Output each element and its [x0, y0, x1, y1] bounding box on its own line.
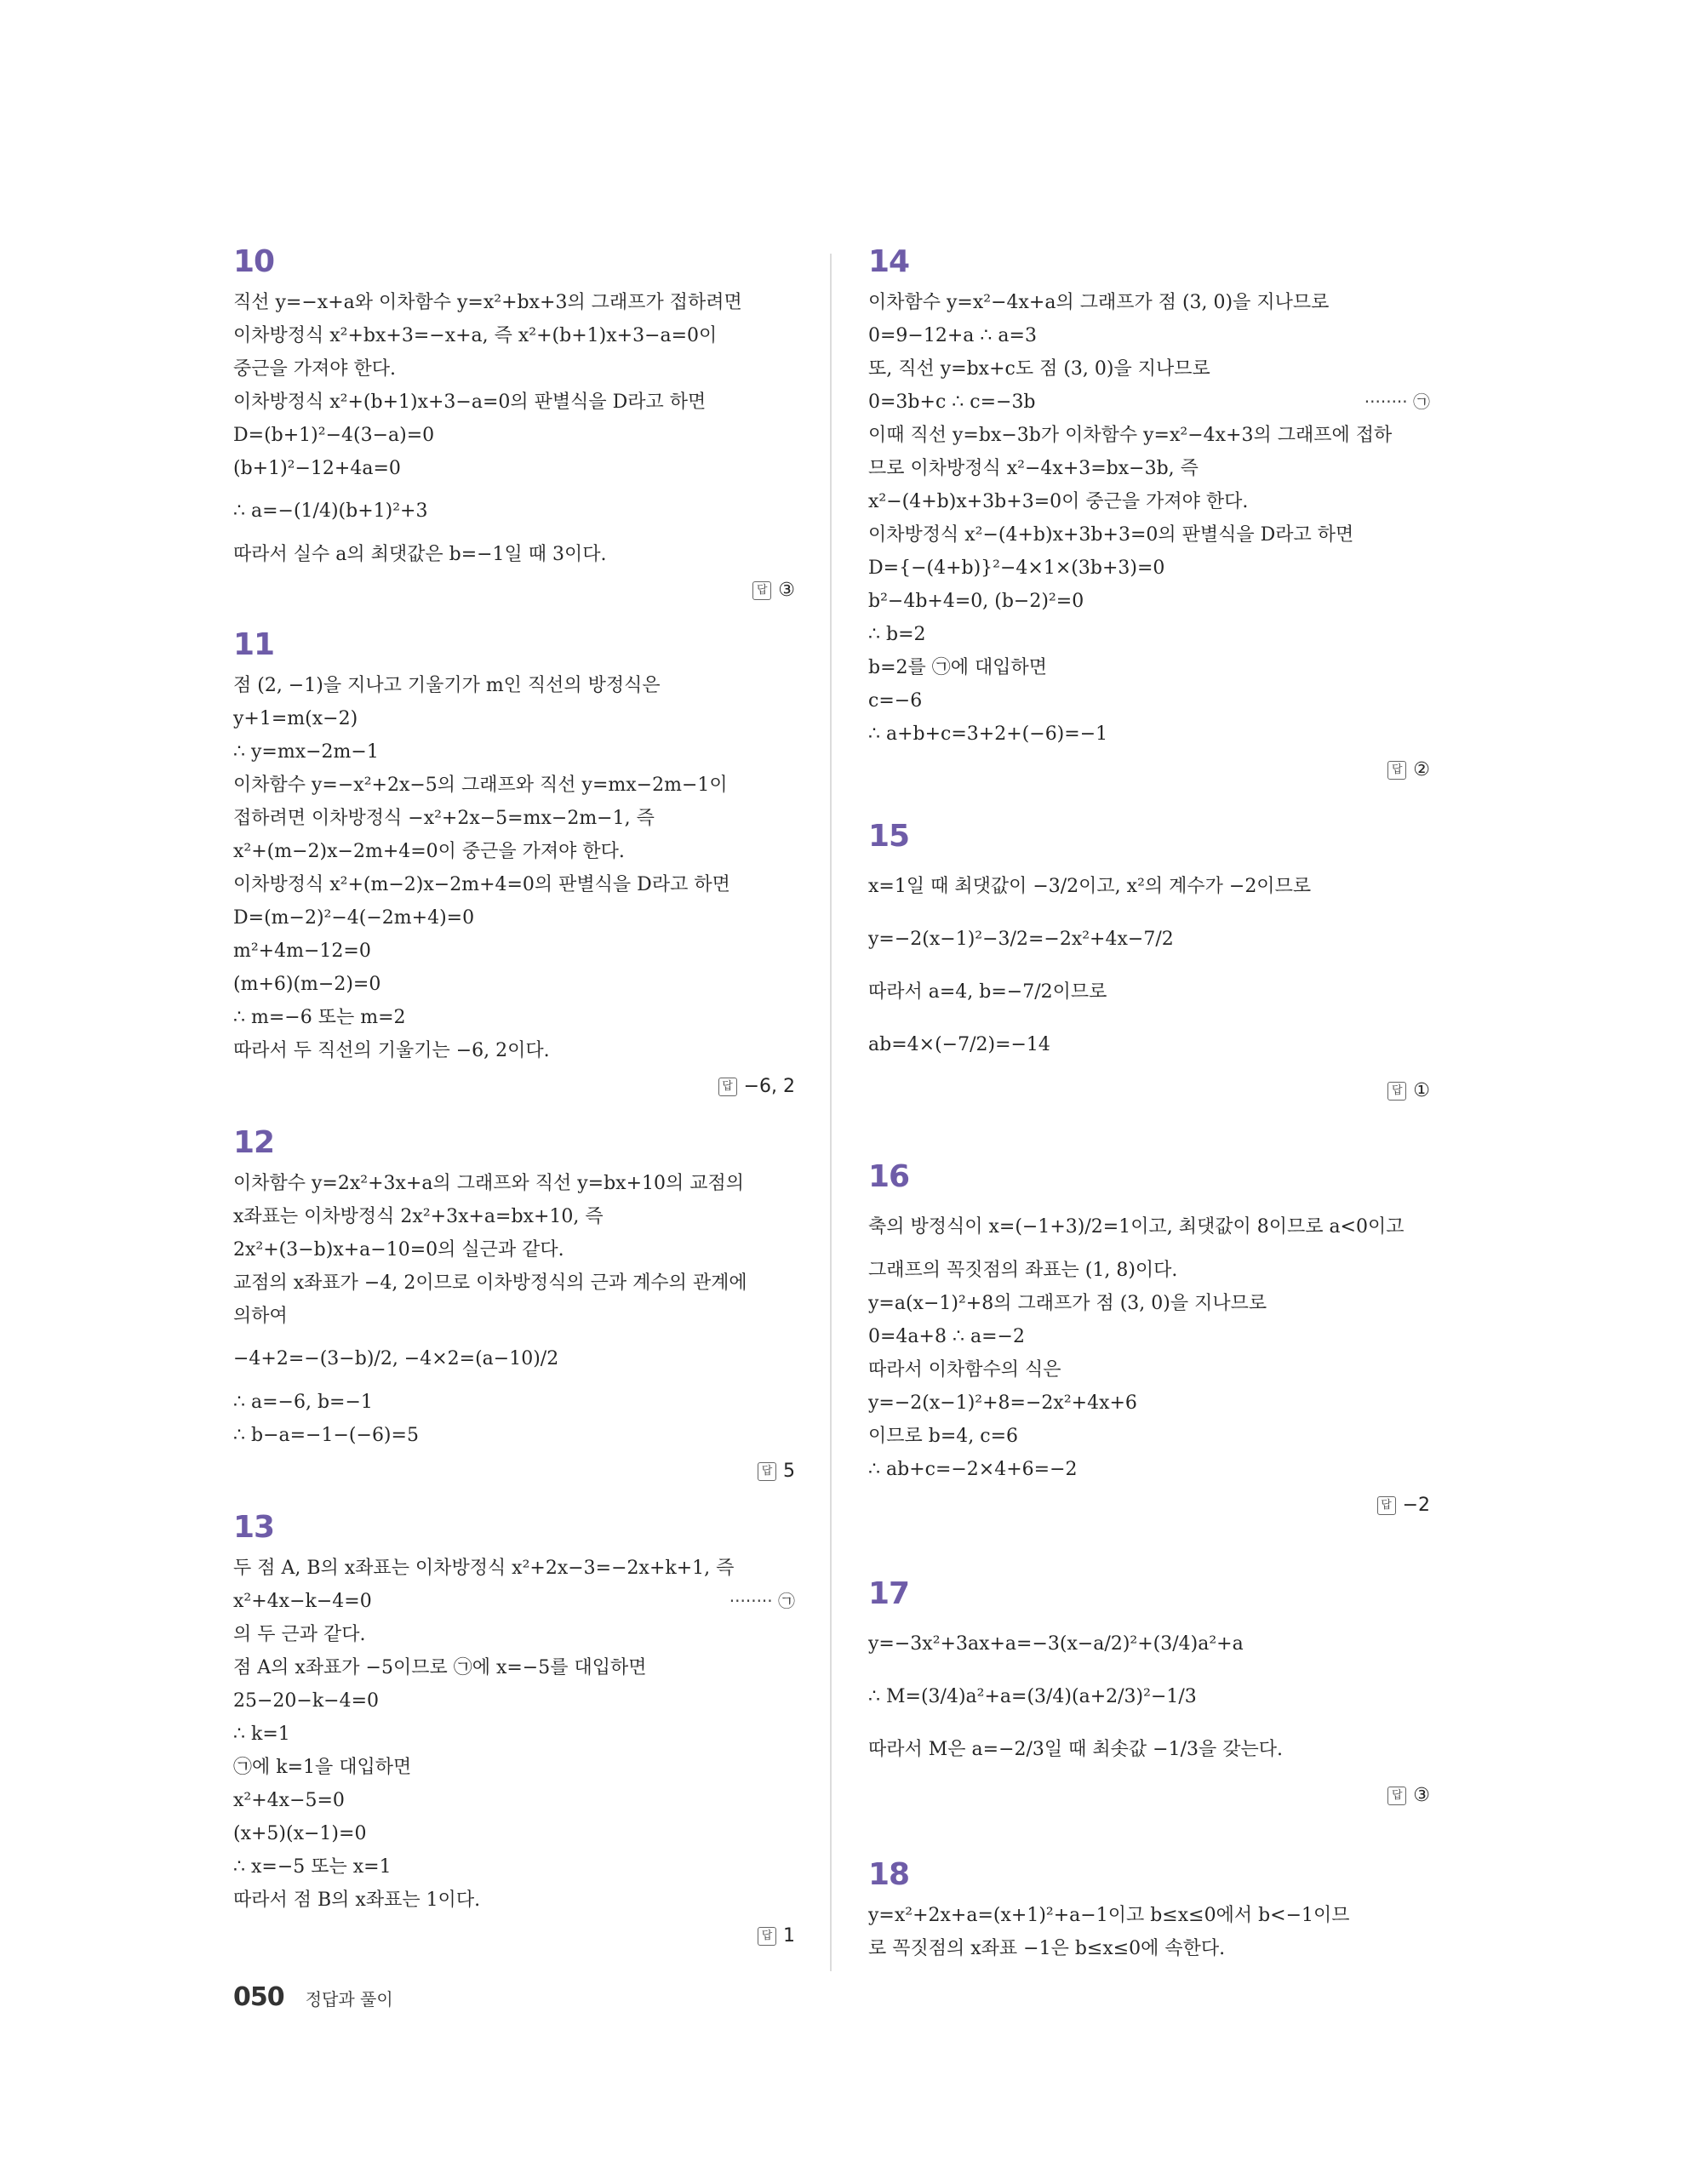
solution-line: 의 두 근과 같다. [233, 1624, 366, 1645]
solution-line: 이차함수 y=−x²+2x−5의 그래프와 직선 y=mx−2m−1이 [233, 775, 728, 796]
solution-line: ∴ x=−5 또는 x=1 [233, 1856, 392, 1878]
equation-marker: ········ ㉠ [1364, 392, 1430, 412]
problem-11 [233, 621, 795, 1103]
answer [233, 1071, 795, 1103]
solution-line: 로 꼭짓점의 x좌표 −1은 b≤x≤0에 속한다. [868, 1938, 1226, 1959]
solution-line: 이차방정식 x²+(m−2)x−2m+4=0의 판별식을 D라고 하면 [233, 874, 730, 895]
solution-line: ∴ b=2 [868, 624, 926, 645]
answer [233, 575, 795, 607]
solution-line: 축의 방정식이 x=(−1+3)/2=1이고, 최댓값이 8이므로 a<0이고 [868, 1216, 1405, 1238]
solution-line: x²+4x−5=0 [233, 1790, 345, 1811]
equation-text: x²+4x−k−4=0 [233, 1591, 372, 1612]
solution-line: x=1일 때 최댓값이 −3/2이고, x²의 계수가 −2이므로 [868, 876, 1312, 897]
problem-10 [233, 238, 795, 607]
solution-line: y=−2(x−1)²−3/2=−2x²+4x−7/2 [868, 929, 1174, 950]
problem-14 [868, 238, 1430, 786]
solution-line: ∴ y=mx−2m−1 [233, 741, 379, 763]
answer [868, 1075, 1430, 1107]
solution-line: 따라서 이차함수의 식은 [868, 1359, 1061, 1381]
problem-number: 15 [868, 819, 910, 854]
solution-line: 이므로 b=4, c=6 [868, 1426, 1019, 1447]
answer-label: 답 [752, 581, 771, 600]
problem-number: 16 [868, 1159, 910, 1194]
solution-line: 또, 직선 y=bx+c도 점 (3, 0)을 지나므로 [868, 358, 1210, 380]
solution-line: 중근을 가져야 한다. [233, 358, 396, 380]
solution-line: x²−(4+b)x+3b+3=0이 중근을 가져야 한다. [868, 491, 1249, 512]
solution-line: 25−20−k−4=0 [233, 1690, 380, 1712]
column-divider [830, 254, 832, 1971]
answer-value: 5 [783, 1461, 795, 1482]
solution-line: 두 점 A, B의 x좌표는 이차방정식 x²+2x−3=−2x+k+1, 즉 [233, 1558, 735, 1579]
problem-number: 17 [868, 1576, 910, 1611]
answer-label: 답 [1377, 1496, 1396, 1515]
problem-16 [868, 1153, 1430, 1522]
solution-line: 이차함수 y=2x²+3x+a의 그래프와 직선 y=bx+10의 교점의 [233, 1173, 745, 1194]
answer-value: −6, 2 [743, 1076, 795, 1097]
solution-line [233, 1585, 795, 1618]
solution-line: x²+(m−2)x−2m+4=0이 중근을 가져야 한다. [233, 841, 625, 862]
solution-line: b²−4b+4=0, (b−2)²=0 [868, 591, 1084, 612]
problem-number: 12 [233, 1125, 275, 1160]
equation-text: 0=3b+c ∴ c=−3b [868, 392, 1036, 413]
solution-line: b=2를 ㉠에 대입하면 [868, 657, 1048, 678]
solution-line: (m+6)(m−2)=0 [233, 974, 381, 995]
solution-line: ∴ k=1 [233, 1724, 290, 1745]
solution-line: ∴ ab+c=−2×4+6=−2 [868, 1459, 1078, 1480]
solution-line: 0=9−12+a ∴ a=3 [868, 325, 1037, 346]
solution-line: 따라서 점 B의 x좌표는 1이다. [233, 1890, 481, 1911]
problem-number: 13 [233, 1510, 275, 1545]
answer-value: ③ [778, 580, 795, 601]
solution-line: c=−6 [868, 690, 923, 712]
answer [868, 1489, 1430, 1522]
answer-label: 답 [758, 1462, 776, 1481]
problem-17 [868, 1570, 1430, 1812]
solution-line: (b+1)²−12+4a=0 [233, 458, 401, 479]
solution-line: (x+5)(x−1)=0 [233, 1823, 367, 1844]
answer-value: 1 [783, 1925, 795, 1947]
problem-number: 11 [233, 627, 275, 662]
solution-line: ∴ M=(3/4)a²+a=(3/4)(a+2/3)²−1/3 [868, 1686, 1197, 1707]
solution-line: ∴ a=−6, b=−1 [233, 1392, 373, 1413]
answer-value: ③ [1413, 1785, 1430, 1806]
footer-title: 정답과 풀이 [305, 1989, 393, 2010]
solution-line: 접하려면 이차방정식 −x²+2x−5=mx−2m−1, 즉 [233, 808, 655, 829]
page-number: 050 [233, 1982, 284, 2012]
answer-value: −2 [1402, 1495, 1430, 1516]
solution-line: 이차방정식 x²+(b+1)x+3−a=0의 판별식을 D라고 하면 [233, 392, 707, 413]
solution-line: 이차방정식 x²−(4+b)x+3b+3=0의 판별식을 D라고 하면 [868, 524, 1354, 546]
solution-line [868, 386, 1430, 419]
solution-line: 점 A의 x좌표가 −5이므로 ㉠에 x=−5를 대입하면 [233, 1657, 647, 1678]
problem-number: 10 [233, 244, 275, 279]
solution-line: 므로 이차방정식 x²−4x+3=bx−3b, 즉 [868, 458, 1199, 479]
solution-line: 그래프의 꼭짓점의 좌표는 (1, 8)이다. [868, 1260, 1178, 1281]
answer-label: 답 [1387, 761, 1406, 780]
problem-18 [868, 1851, 1430, 1965]
solution-line: 2x²+(3−b)x+a−10=0의 실근과 같다. [233, 1239, 564, 1261]
solution-line: 교점의 x좌표가 −4, 2이므로 이차방정식의 근과 계수의 관계에 [233, 1272, 747, 1294]
answer [233, 1455, 795, 1488]
answer-label: 답 [1387, 1787, 1406, 1805]
answer-label: 답 [1387, 1082, 1406, 1101]
solution-line: 따라서 두 직선의 기울기는 −6, 2이다. [233, 1040, 550, 1061]
solution-line: D=(b+1)²−4(3−a)=0 [233, 425, 435, 446]
problem-number: 18 [868, 1857, 910, 1892]
solution-line: ∴ a=−(1/4)(b+1)²+3 [233, 500, 428, 522]
solution-line: y=a(x−1)²+8의 그래프가 점 (3, 0)을 지나므로 [868, 1293, 1267, 1314]
solution-line: D=(m−2)²−4(−2m+4)=0 [233, 907, 475, 929]
solution-line: 의하여 [233, 1306, 288, 1327]
answer-value: ② [1413, 759, 1430, 780]
answer [233, 1920, 795, 1952]
solution-line: 이차방정식 x²+bx+3=−x+a, 즉 x²+(b+1)x+3−a=0이 [233, 325, 718, 346]
solution-line: y=−3x²+3ax+a=−3(x−a/2)²+(3/4)a²+a [868, 1633, 1244, 1655]
answer [868, 754, 1430, 786]
solution-line: D={−(4+b)}²−4×1×(3b+3)=0 [868, 557, 1165, 579]
solution-line: 이차함수 y=x²−4x+a의 그래프가 점 (3, 0)을 지나므로 [868, 292, 1330, 313]
solution-line: 따라서 M은 a=−2/3일 때 최솟값 −1/3을 갖는다. [868, 1739, 1283, 1760]
solution-line: 점 (2, −1)을 지나고 기울기가 m인 직선의 방정식은 [233, 675, 661, 696]
solution-line: m²+4m−12=0 [233, 940, 371, 962]
problem-15 [868, 813, 1430, 1107]
equation-marker: ········ ㉠ [729, 1591, 795, 1611]
solution-line: 따라서 실수 a의 최댓값은 b=−1일 때 3이다. [233, 544, 607, 565]
solution-line: ∴ a+b+c=3+2+(−6)=−1 [868, 723, 1108, 745]
solution-line: ab=4×(−7/2)=−14 [868, 1034, 1050, 1055]
answer-value: ① [1413, 1080, 1430, 1101]
problem-12 [233, 1119, 795, 1488]
answer [868, 1780, 1430, 1812]
solution-line: −4+2=−(3−b)/2, −4×2=(a−10)/2 [233, 1348, 559, 1369]
solution-line: 직선 y=−x+a와 이차함수 y=x²+bx+3의 그래프가 접하려면 [233, 292, 742, 313]
solution-line: y=x²+2x+a=(x+1)²+a−1이고 b≤x≤0에서 b<−1이므 [868, 1905, 1350, 1926]
answer-label: 답 [758, 1927, 776, 1946]
solution-line: ∴ m=−6 또는 m=2 [233, 1007, 406, 1028]
solution-line: ∴ b−a=−1−(−6)=5 [233, 1425, 419, 1446]
solution-line: 이때 직선 y=bx−3b가 이차함수 y=x²−4x+3의 그래프에 접하 [868, 425, 1393, 446]
answer-label: 답 [718, 1078, 737, 1096]
solution-line: y=−2(x−1)²+8=−2x²+4x+6 [868, 1392, 1137, 1414]
solution-line: ㉠에 k=1을 대입하면 [233, 1757, 412, 1778]
solution-line: x좌표는 이차방정식 2x²+3x+a=bx+10, 즉 [233, 1206, 604, 1227]
solution-line: 0=4a+8 ∴ a=−2 [868, 1326, 1025, 1347]
problem-number: 14 [868, 244, 910, 279]
page-footer [233, 1976, 393, 2019]
solution-line: y+1=m(x−2) [233, 708, 358, 729]
problem-13 [233, 1504, 795, 1952]
solution-line: 따라서 a=4, b=−7/2이므로 [868, 981, 1107, 1003]
